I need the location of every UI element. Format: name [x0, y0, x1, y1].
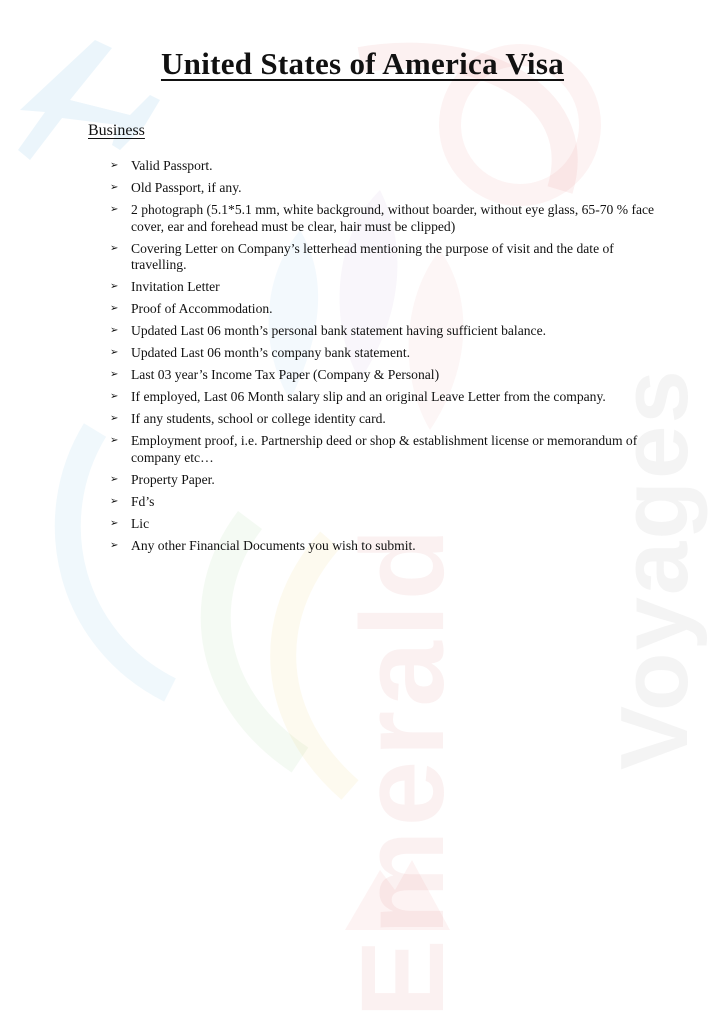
requirements-list	[110, 158, 670, 560]
arrowhead-bullet-icon: ➢	[110, 281, 119, 292]
arrowhead-bullet-icon: ➢	[110, 391, 119, 402]
list-item	[110, 494, 670, 511]
page-title-text: United States of America Visa	[160, 46, 565, 81]
list-item-text: Proof of Accommodation.	[131, 301, 273, 316]
arrowhead-bullet-icon: ➢	[110, 303, 119, 314]
list-item-text: Covering Letter on Company’s letterhead mentioning the purpose of visit and the date of travelling.	[131, 240, 614, 272]
list-item	[110, 279, 670, 296]
list-item-text: If any students, school or college identity card.	[131, 411, 386, 426]
list-item-text: Updated Last 06 month’s company bank statement.	[131, 345, 410, 360]
arrowhead-bullet-icon: ➢	[110, 517, 119, 529]
list-item-text: Valid Passport.	[131, 158, 213, 173]
list-item-text: If employed, Last 06 Month salary slip and an original Leave Letter from the company.	[131, 389, 606, 404]
arrowhead-bullet-icon: ➢	[110, 413, 119, 424]
arrowhead-bullet-icon: ➢	[110, 204, 119, 215]
list-item-text: Old Passport, if any.	[131, 180, 242, 195]
section-heading-business: Business	[88, 122, 145, 139]
list-item	[110, 389, 670, 406]
list-item	[110, 516, 670, 533]
arrowhead-bullet-icon: ➢	[110, 495, 119, 507]
arrowhead-bullet-icon: ➢	[110, 435, 119, 446]
list-item	[110, 301, 670, 318]
list-item-text: 2 photograph (5.1*5.1 mm, white background, without boarder, without eye glass, 65-70 % face cover, ear and forehead must be clear, hair must be clipped)	[131, 202, 655, 234]
list-item-text: Property Paper.	[131, 471, 215, 487]
list-item	[110, 241, 670, 274]
arrowhead-bullet-icon: ➢	[110, 182, 119, 193]
arrowhead-bullet-icon: ➢	[110, 242, 119, 254]
arrowhead-bullet-icon: ➢	[110, 539, 119, 551]
list-item	[110, 538, 670, 555]
list-item	[110, 411, 670, 428]
list-item	[110, 472, 670, 489]
list-item	[110, 433, 670, 466]
list-item-text: Invitation Letter	[131, 279, 220, 294]
arrowhead-bullet-icon: ➢	[110, 325, 119, 336]
list-item-text: Updated Last 06 month’s personal bank statement having sufficient balance.	[131, 323, 547, 338]
list-item	[110, 367, 670, 384]
list-item	[110, 323, 670, 340]
watermark-brand-emerald: Emerald	[337, 524, 469, 1018]
list-item-text: Lic	[131, 515, 150, 531]
arrowhead-bullet-icon: ➢	[110, 369, 119, 380]
list-item	[110, 345, 670, 362]
watermark-brand-voyages: Voyages	[601, 368, 708, 770]
list-item-text: Any other Financial Documents you wish to submit.	[131, 537, 416, 553]
list-item-text: Last 03 year’s Income Tax Paper (Company & Personal)	[131, 367, 440, 382]
list-item	[110, 202, 670, 235]
page-title	[0, 46, 725, 82]
list-item	[110, 180, 670, 197]
list-item	[110, 158, 670, 175]
list-item-text: Employment proof, i.e. Partnership deed or shop & establishment license or memorandum of company etc…	[131, 433, 638, 465]
arrowhead-bullet-icon: ➢	[110, 160, 119, 171]
list-item-text: Fd’s	[131, 493, 155, 509]
arrowhead-bullet-icon: ➢	[110, 347, 119, 358]
arrowhead-bullet-icon: ➢	[110, 473, 119, 485]
